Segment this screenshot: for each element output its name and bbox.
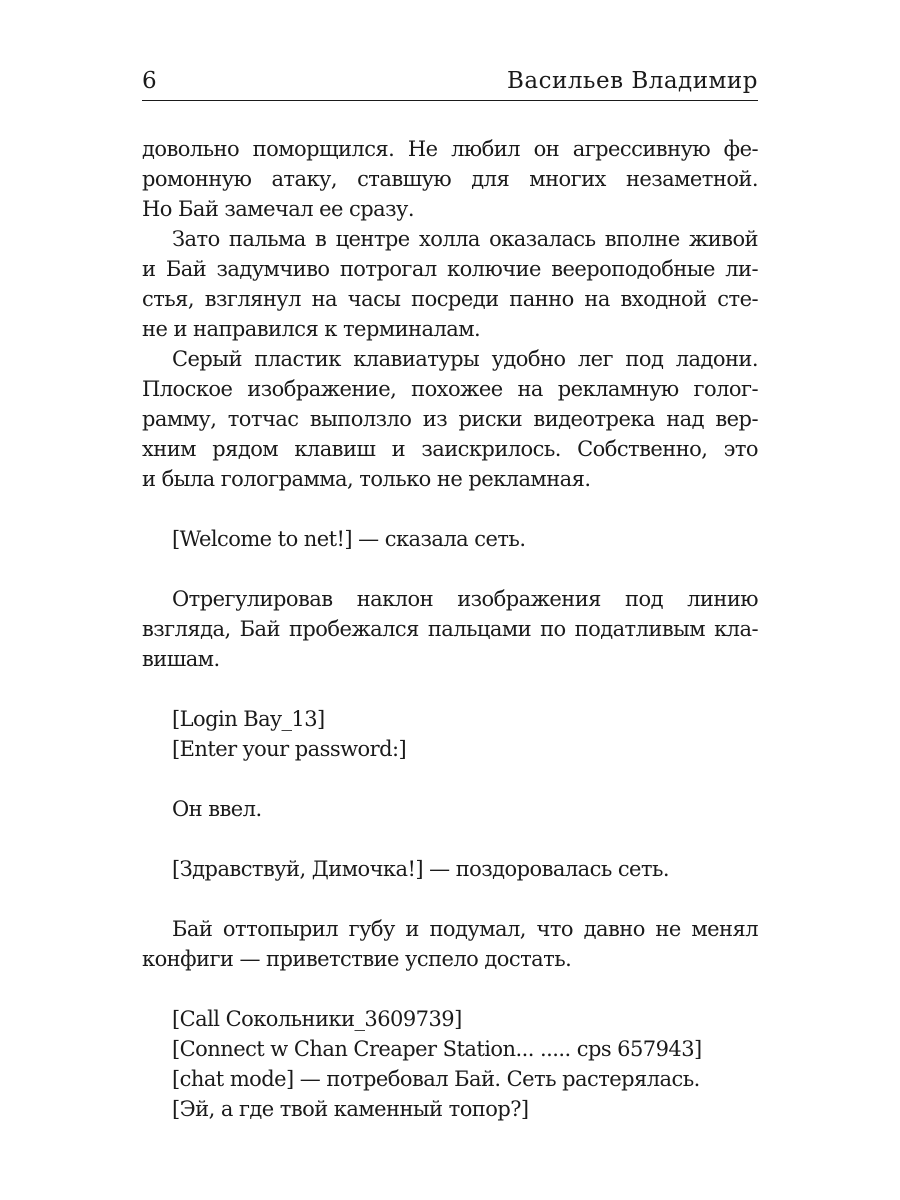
text-line: рамму, тотчас выползло из риски видеотрека над вер- bbox=[142, 407, 758, 431]
paragraph-1 bbox=[142, 134, 758, 224]
text-line: Зато пальма в центре холла оказалась вполне живой bbox=[172, 227, 758, 251]
password-prompt-line: [Enter your password:] bbox=[172, 737, 407, 761]
text-line: ромонную атаку, ставшую для многих незаметной. bbox=[142, 167, 758, 191]
text-line: хним рядом клавиш и заискрилось. Собственно, это bbox=[142, 437, 758, 461]
paragraph-2 bbox=[142, 224, 758, 344]
running-header bbox=[142, 68, 758, 101]
text-line: конфиги — приветствие успело достать. bbox=[142, 947, 572, 971]
text-line: Отрегулировав наклон изображения под линию bbox=[172, 587, 758, 611]
text-line: Бай оттопырил губу и подумал, что давно не менял bbox=[172, 917, 758, 941]
text-line: вишам. bbox=[142, 647, 220, 671]
paragraph-3 bbox=[142, 344, 758, 494]
text-line: и была голограмма, только не рекламная. bbox=[142, 467, 591, 491]
page-number: 6 bbox=[142, 68, 158, 94]
text-line: стья, взглянул на часы посреди панно на входной сте- bbox=[142, 287, 758, 311]
text-line: Серый пластик клавиатуры удобно лег под ладони. bbox=[172, 347, 758, 371]
author-name: Васильев Владимир bbox=[507, 68, 758, 94]
net-greeting-line: [Здравствуй, Димочка!] — поздоровалась сеть. bbox=[172, 857, 669, 881]
text-line: Но Бай замечал ее сразу. bbox=[142, 197, 414, 221]
terminal-line: [chat mode] — потребовал Бай. Сеть растерялась. bbox=[172, 1067, 700, 1091]
entered-line: Он ввел. bbox=[172, 797, 262, 821]
page-body bbox=[142, 134, 758, 1124]
terminal-line: [Эй, а где твой каменный топор?] bbox=[172, 1097, 529, 1121]
text-line: довольно поморщился. Не любил он агрессивную фе- bbox=[142, 137, 758, 161]
text-line: и Бай задумчиво потрогал колючие веероподобные ли- bbox=[142, 257, 758, 281]
text-line: взгляда, Бай пробежался пальцами по податливым кла- bbox=[142, 617, 758, 641]
terminal-line: [Connect w Chan Creaper Station... ..... cps 657943] bbox=[172, 1037, 702, 1061]
terminal-line: [Call Сокольники_3609739] bbox=[172, 1007, 462, 1031]
net-welcome-line: [Welcome to net!] — сказала сеть. bbox=[172, 527, 526, 551]
paragraph-5 bbox=[142, 914, 758, 974]
paragraph-4 bbox=[142, 584, 758, 674]
text-line: Плоское изображение, похожее на рекламную голог- bbox=[142, 377, 758, 401]
text-line: не и направился к терминалам. bbox=[142, 317, 481, 341]
login-line: [Login Bay_13] bbox=[172, 707, 325, 731]
